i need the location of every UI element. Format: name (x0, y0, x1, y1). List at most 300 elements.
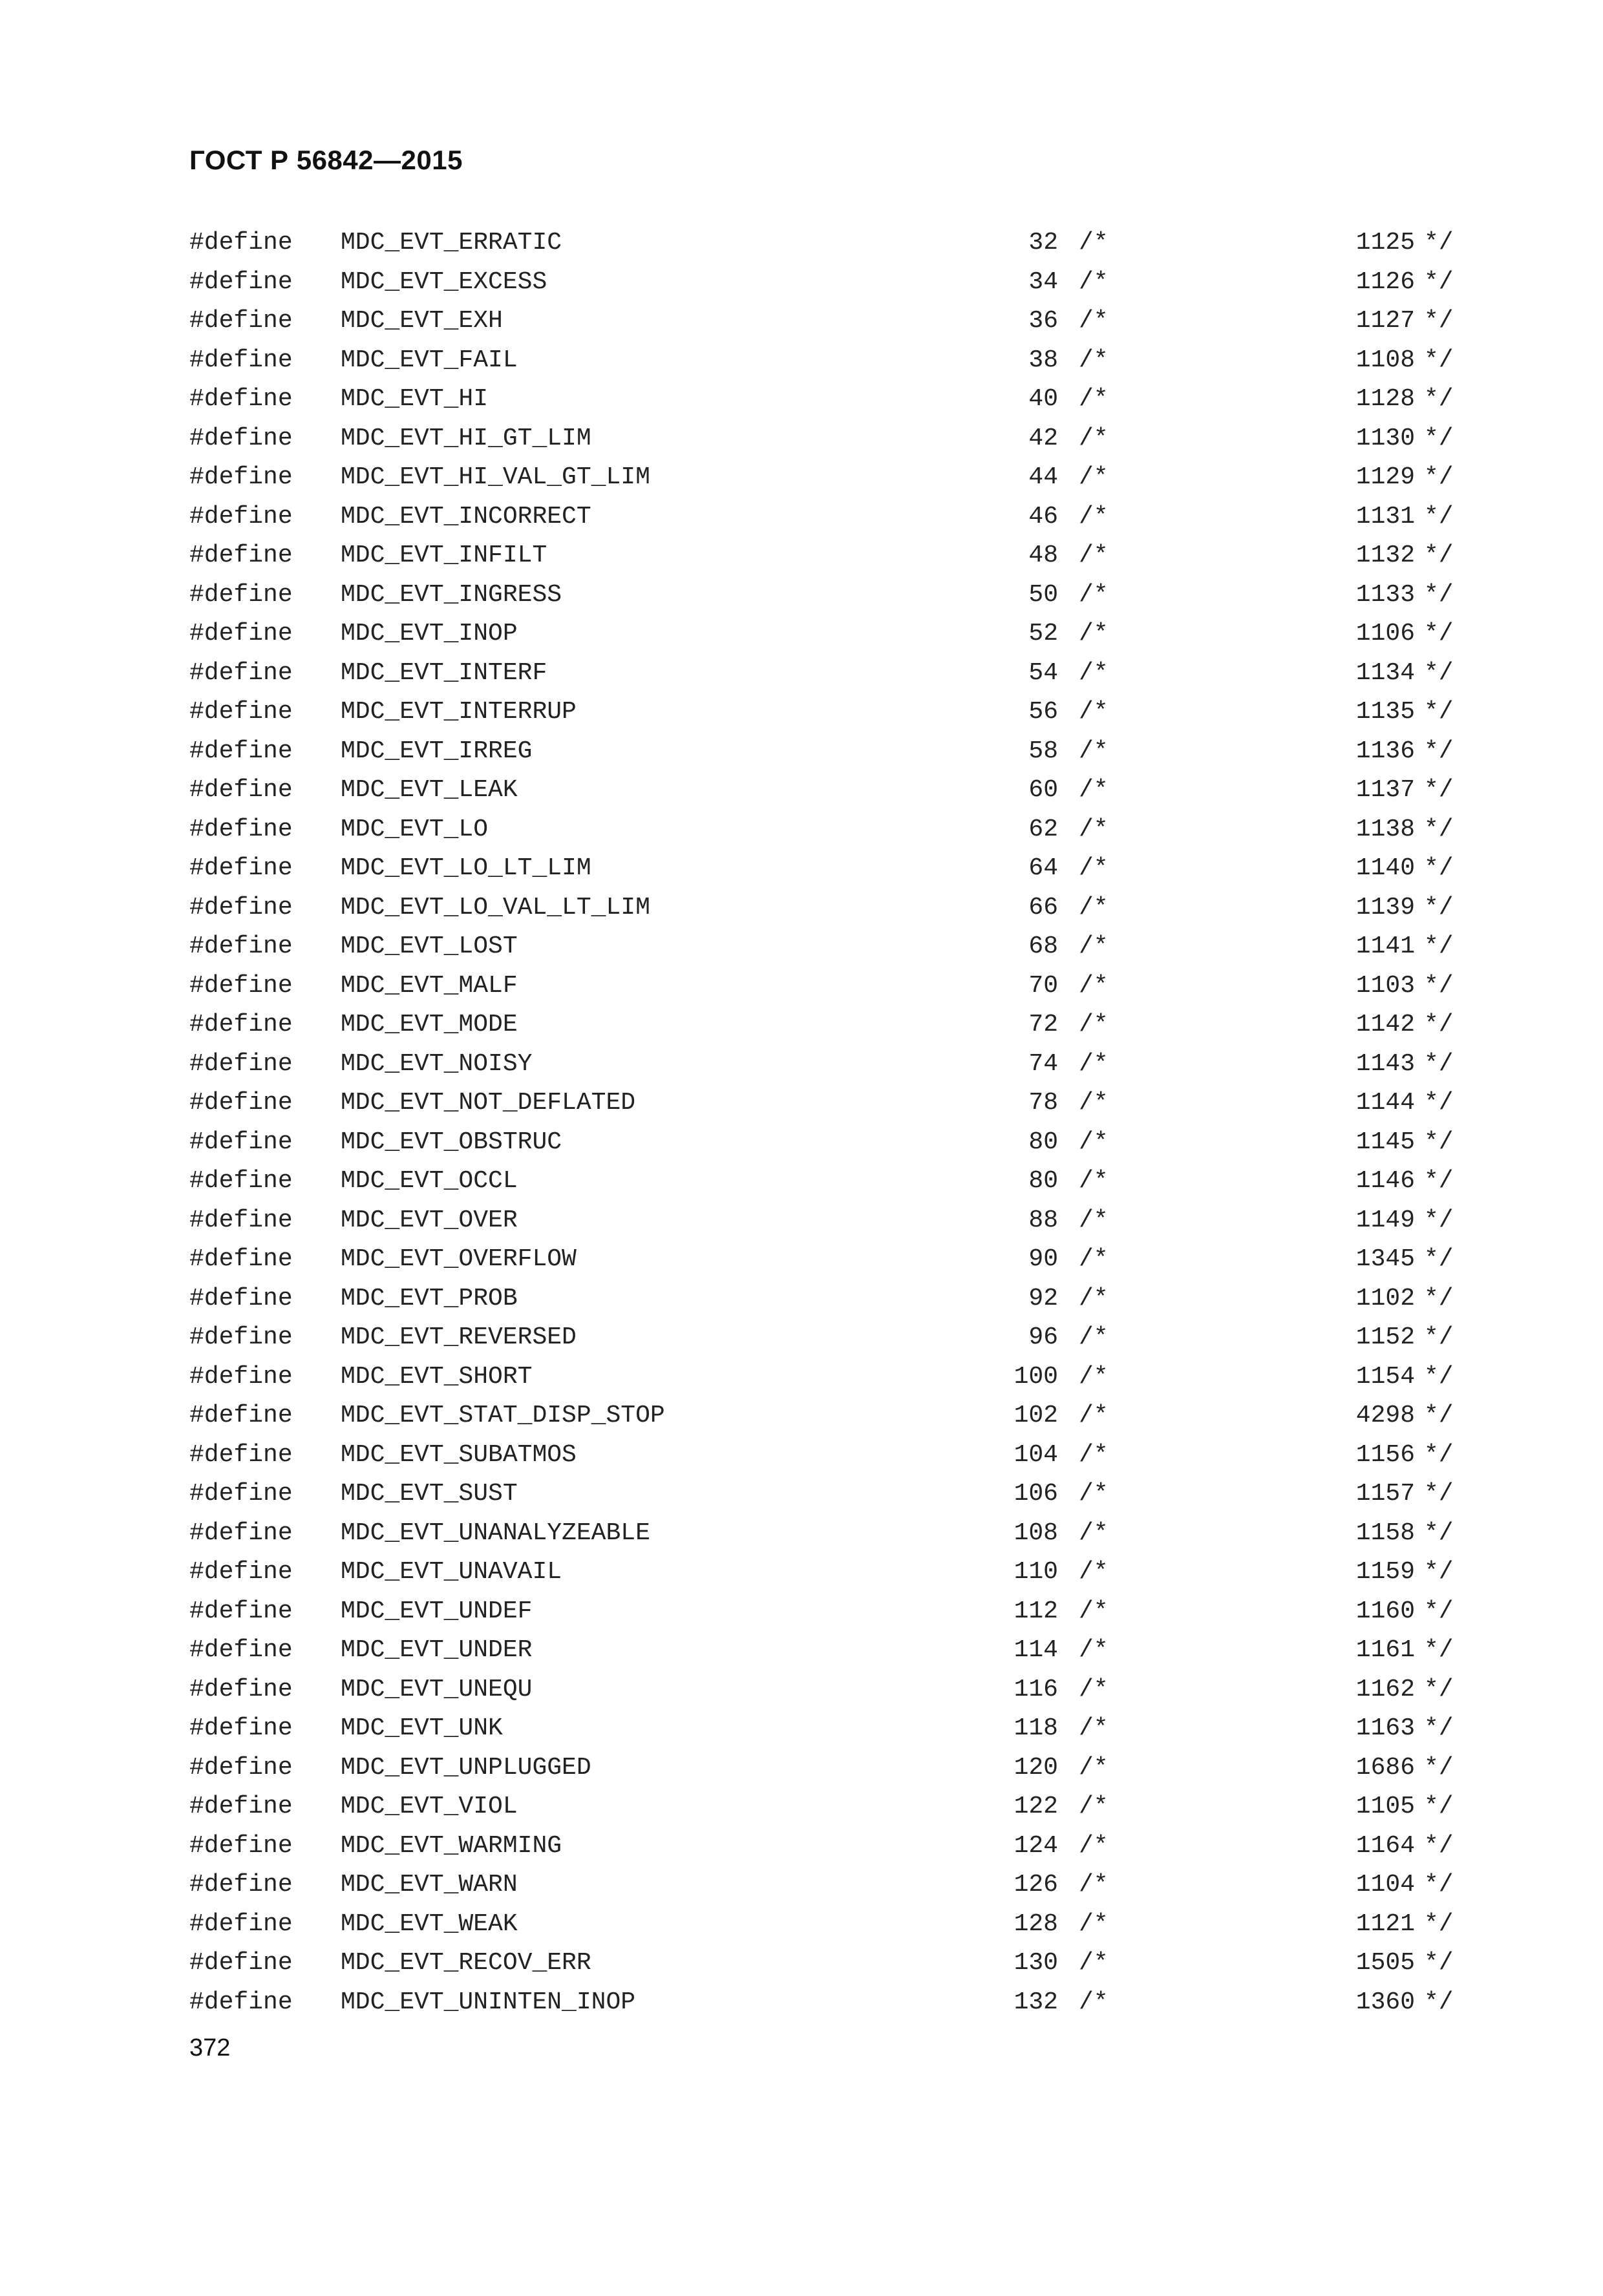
define-line (189, 458, 1469, 498)
comment-open: /* (1079, 542, 1109, 569)
define-line (189, 1201, 1469, 1241)
comment-ref: 1142 (1355, 1011, 1415, 1038)
comment-open: /* (1079, 1480, 1109, 1508)
define-line (189, 341, 1469, 381)
macro-value: 80 (1028, 1128, 1058, 1156)
macro-name: MDC_EVT_NOT_DEFLATED (341, 1089, 636, 1117)
macro-value: 44 (1028, 463, 1058, 491)
define-line (189, 732, 1469, 772)
macro-name: MDC_EVT_INCORRECT (341, 502, 591, 531)
define-keyword: #define (189, 737, 293, 765)
define-keyword: #define (189, 620, 293, 648)
comment-close: */ (1424, 1519, 1454, 1547)
comment-open: /* (1079, 1206, 1109, 1234)
define-keyword: #define (189, 1753, 293, 1782)
macro-value: 128 (1014, 1910, 1058, 1938)
define-line (189, 810, 1469, 850)
define-keyword: #define (189, 1793, 293, 1820)
define-keyword: #define (189, 698, 293, 726)
macro-value: 52 (1028, 620, 1058, 648)
macro-value: 50 (1028, 580, 1058, 609)
comment-close: */ (1424, 1910, 1454, 1938)
define-line (189, 1280, 1469, 1319)
comment-open: /* (1079, 229, 1109, 257)
define-keyword: #define (189, 1323, 293, 1351)
macro-name: MDC_EVT_OCCL (341, 1167, 518, 1195)
comment-close: */ (1424, 580, 1454, 609)
comment-ref: 1145 (1355, 1128, 1415, 1156)
comment-ref: 1134 (1355, 658, 1415, 687)
comment-ref: 1132 (1355, 542, 1415, 569)
comment-close: */ (1424, 776, 1454, 804)
comment-open: /* (1079, 1558, 1109, 1586)
macro-name: MDC_EVT_LO_VAL_LT_LIM (341, 893, 650, 922)
macro-value: 112 (1014, 1597, 1058, 1625)
macro-value: 74 (1028, 1049, 1058, 1078)
macro-value: 106 (1014, 1480, 1058, 1508)
comment-open: /* (1079, 463, 1109, 491)
define-keyword: #define (189, 1440, 293, 1469)
comment-ref: 1144 (1355, 1089, 1415, 1117)
macro-value: 34 (1028, 268, 1058, 296)
comment-open: /* (1079, 1831, 1109, 1860)
comment-open: /* (1079, 1714, 1109, 1742)
define-line (189, 1592, 1469, 1632)
comment-close: */ (1424, 1714, 1454, 1742)
comment-open: /* (1079, 346, 1109, 374)
define-keyword: #define (189, 1206, 293, 1234)
define-line (189, 1358, 1469, 1397)
comment-ref: 1143 (1355, 1049, 1415, 1078)
define-line (189, 1905, 1469, 1944)
macro-value: 60 (1028, 776, 1058, 804)
comment-open: /* (1079, 1402, 1109, 1429)
macro-name: MDC_EVT_UNDER (341, 1636, 533, 1664)
comment-open: /* (1079, 1636, 1109, 1664)
macro-name: MDC_EVT_HI_GT_LIM (341, 424, 591, 452)
define-line (189, 1709, 1469, 1749)
comment-ref: 1162 (1355, 1675, 1415, 1703)
define-line (189, 1827, 1469, 1866)
comment-ref: 1156 (1355, 1440, 1415, 1469)
comment-ref: 1102 (1355, 1284, 1415, 1312)
define-line (189, 1553, 1469, 1592)
macro-name: MDC_EVT_ERRATIC (341, 229, 562, 257)
define-line (189, 1084, 1469, 1123)
comment-ref: 1108 (1355, 346, 1415, 374)
define-line (189, 302, 1469, 341)
macro-value: 64 (1028, 854, 1058, 882)
comment-open: /* (1079, 502, 1109, 531)
comment-ref: 1105 (1355, 1793, 1415, 1820)
macro-name: MDC_EVT_HI (341, 385, 489, 413)
macro-value: 66 (1028, 893, 1058, 922)
comment-ref: 1159 (1355, 1558, 1415, 1586)
macro-name: MDC_EVT_NOISY (341, 1049, 533, 1078)
comment-close: */ (1424, 1480, 1454, 1508)
macro-value: 118 (1014, 1714, 1058, 1742)
define-keyword: #define (189, 1519, 293, 1547)
comment-ref: 1505 (1355, 1949, 1415, 1977)
macro-value: 68 (1028, 932, 1058, 960)
define-line (189, 1240, 1469, 1280)
define-keyword: #define (189, 658, 293, 687)
macro-value: 116 (1014, 1675, 1058, 1703)
define-line (189, 967, 1469, 1006)
macro-value: 40 (1028, 385, 1058, 413)
define-keyword: #define (189, 229, 293, 257)
standard-header: ГОСТ Р 56842—2015 (189, 145, 463, 175)
macro-value: 108 (1014, 1519, 1058, 1547)
macro-value: 96 (1028, 1323, 1058, 1351)
comment-ref: 1104 (1355, 1871, 1415, 1899)
define-keyword: #define (189, 385, 293, 413)
define-line (189, 1045, 1469, 1084)
macro-name: MDC_EVT_STAT_DISP_STOP (341, 1402, 665, 1429)
comment-close: */ (1424, 1323, 1454, 1351)
define-keyword: #define (189, 1831, 293, 1860)
comment-ref: 1161 (1355, 1636, 1415, 1664)
macro-name: MDC_EVT_IRREG (341, 737, 533, 765)
define-line (189, 927, 1469, 967)
comment-open: /* (1079, 385, 1109, 413)
define-list (189, 224, 1469, 2022)
macro-value: 132 (1014, 1988, 1058, 2016)
macro-name: MDC_EVT_RECOV_ERR (341, 1949, 591, 1977)
macro-value: 110 (1014, 1558, 1058, 1586)
comment-close: */ (1424, 542, 1454, 569)
macro-name: MDC_EVT_INTERRUP (341, 698, 577, 726)
comment-close: */ (1424, 1949, 1454, 1977)
comment-open: /* (1079, 1753, 1109, 1782)
define-line (189, 1006, 1469, 1045)
comment-ref: 1121 (1355, 1910, 1415, 1938)
macro-name: MDC_EVT_UNDEF (341, 1597, 533, 1625)
macro-name: MDC_EVT_WEAK (341, 1910, 518, 1938)
comment-close: */ (1424, 1284, 1454, 1312)
comment-open: /* (1079, 932, 1109, 960)
comment-open: /* (1079, 1597, 1109, 1625)
define-keyword: #define (189, 776, 293, 804)
define-keyword: #define (189, 1597, 293, 1625)
define-keyword: #define (189, 580, 293, 609)
define-keyword: #define (189, 502, 293, 531)
macro-value: 120 (1014, 1753, 1058, 1782)
define-keyword: #define (189, 1049, 293, 1078)
macro-name: MDC_EVT_FAIL (341, 346, 518, 374)
comment-close: */ (1424, 268, 1454, 296)
comment-ref: 1138 (1355, 815, 1415, 843)
comment-open: /* (1079, 854, 1109, 882)
comment-ref: 1140 (1355, 854, 1415, 882)
macro-name: MDC_EVT_UNANALYZEABLE (341, 1519, 650, 1547)
comment-ref: 1686 (1355, 1753, 1415, 1782)
comment-open: /* (1079, 1089, 1109, 1117)
comment-open: /* (1079, 971, 1109, 1000)
macro-name: MDC_EVT_LEAK (341, 776, 518, 804)
macro-value: 32 (1028, 229, 1058, 257)
macro-name: MDC_EVT_MODE (341, 1011, 518, 1038)
define-line (189, 1514, 1469, 1553)
comment-open: /* (1079, 658, 1109, 687)
comment-ref: 1152 (1355, 1323, 1415, 1351)
define-keyword: #define (189, 307, 293, 335)
define-line (189, 1475, 1469, 1514)
define-line (189, 1944, 1469, 1983)
macro-value: 58 (1028, 737, 1058, 765)
comment-ref: 1136 (1355, 737, 1415, 765)
comment-open: /* (1079, 776, 1109, 804)
comment-close: */ (1424, 307, 1454, 335)
comment-open: /* (1079, 307, 1109, 335)
comment-close: */ (1424, 658, 1454, 687)
define-keyword: #define (189, 854, 293, 882)
macro-name: MDC_EVT_UNAVAIL (341, 1558, 562, 1586)
macro-name: MDC_EVT_INOP (341, 620, 518, 648)
define-keyword: #define (189, 1480, 293, 1508)
define-keyword: #define (189, 932, 293, 960)
define-line (189, 224, 1469, 263)
macro-name: MDC_EVT_UNINTEN_INOP (341, 1988, 636, 2016)
comment-ref: 1163 (1355, 1714, 1415, 1742)
macro-value: 102 (1014, 1402, 1058, 1429)
comment-ref: 1146 (1355, 1167, 1415, 1195)
macro-name: MDC_EVT_VIOL (341, 1793, 518, 1820)
comment-open: /* (1079, 1988, 1109, 2016)
comment-close: */ (1424, 815, 1454, 843)
macro-name: MDC_EVT_INGRESS (341, 580, 562, 609)
comment-close: */ (1424, 346, 1454, 374)
comment-close: */ (1424, 1440, 1454, 1469)
define-keyword: #define (189, 1949, 293, 1977)
macro-name: MDC_EVT_SHORT (341, 1362, 533, 1391)
macro-value: 88 (1028, 1206, 1058, 1234)
macro-name: MDC_EVT_UNPLUGGED (341, 1753, 591, 1782)
define-keyword: #define (189, 1245, 293, 1273)
define-line (189, 380, 1469, 419)
macro-name: MDC_EVT_HI_VAL_GT_LIM (341, 463, 650, 491)
macro-value: 92 (1028, 1284, 1058, 1312)
define-line (189, 849, 1469, 889)
comment-close: */ (1424, 229, 1454, 257)
macro-name: MDC_EVT_SUBATMOS (341, 1440, 577, 1469)
comment-ref: 1141 (1355, 932, 1415, 960)
comment-close: */ (1424, 698, 1454, 726)
macro-value: 62 (1028, 815, 1058, 843)
comment-close: */ (1424, 1206, 1454, 1234)
comment-close: */ (1424, 932, 1454, 960)
macro-name: MDC_EVT_REVERSED (341, 1323, 577, 1351)
macro-name: MDC_EVT_EXCESS (341, 268, 547, 296)
define-line (189, 771, 1469, 810)
macro-name: MDC_EVT_SUST (341, 1480, 518, 1508)
comment-ref: 1133 (1355, 580, 1415, 609)
define-line (189, 1749, 1469, 1788)
define-keyword: #define (189, 1089, 293, 1117)
macro-value: 124 (1014, 1831, 1058, 1860)
comment-open: /* (1079, 268, 1109, 296)
comment-open: /* (1079, 1793, 1109, 1820)
define-keyword: #define (189, 1402, 293, 1429)
comment-ref: 1137 (1355, 776, 1415, 804)
comment-close: */ (1424, 1753, 1454, 1782)
comment-open: /* (1079, 1245, 1109, 1273)
comment-open: /* (1079, 1675, 1109, 1703)
comment-ref: 1126 (1355, 268, 1415, 296)
comment-open: /* (1079, 424, 1109, 452)
define-keyword: #define (189, 971, 293, 1000)
define-keyword: #define (189, 1636, 293, 1664)
define-line (189, 1318, 1469, 1358)
define-keyword: #define (189, 463, 293, 491)
comment-open: /* (1079, 1167, 1109, 1195)
macro-name: MDC_EVT_INFILT (341, 542, 547, 569)
define-line (189, 1396, 1469, 1436)
define-line (189, 615, 1469, 654)
macro-value: 46 (1028, 502, 1058, 531)
comment-ref: 1139 (1355, 893, 1415, 922)
comment-ref: 1157 (1355, 1480, 1415, 1508)
comment-open: /* (1079, 580, 1109, 609)
comment-close: */ (1424, 1597, 1454, 1625)
comment-close: */ (1424, 1871, 1454, 1899)
comment-close: */ (1424, 854, 1454, 882)
define-line (189, 1436, 1469, 1475)
comment-close: */ (1424, 1167, 1454, 1195)
define-keyword: #define (189, 1675, 293, 1703)
comment-close: */ (1424, 1675, 1454, 1703)
macro-name: MDC_EVT_OVERFLOW (341, 1245, 577, 1273)
macro-value: 122 (1014, 1793, 1058, 1820)
define-keyword: #define (189, 542, 293, 569)
macro-name: MDC_EVT_INTERF (341, 658, 547, 687)
comment-close: */ (1424, 1245, 1454, 1273)
macro-name: MDC_EVT_LOST (341, 932, 518, 960)
macro-value: 126 (1014, 1871, 1058, 1899)
comment-ref: 1160 (1355, 1597, 1415, 1625)
macro-value: 72 (1028, 1011, 1058, 1038)
comment-ref: 1154 (1355, 1362, 1415, 1391)
comment-close: */ (1424, 1558, 1454, 1586)
macro-name: MDC_EVT_UNEQU (341, 1675, 533, 1703)
comment-ref: 1360 (1355, 1988, 1415, 2016)
comment-ref: 1106 (1355, 620, 1415, 648)
define-line (189, 263, 1469, 302)
comment-close: */ (1424, 1988, 1454, 2016)
macro-name: MDC_EVT_LO (341, 815, 489, 843)
macro-name: MDC_EVT_PROB (341, 1284, 518, 1312)
macro-value: 100 (1014, 1362, 1058, 1391)
comment-open: /* (1079, 1011, 1109, 1038)
comment-open: /* (1079, 1284, 1109, 1312)
define-line (189, 1123, 1469, 1163)
comment-open: /* (1079, 815, 1109, 843)
comment-ref: 1158 (1355, 1519, 1415, 1547)
macro-value: 48 (1028, 542, 1058, 569)
define-keyword: #define (189, 815, 293, 843)
comment-close: */ (1424, 1362, 1454, 1391)
macro-value: 56 (1028, 698, 1058, 726)
comment-open: /* (1079, 893, 1109, 922)
macro-value: 38 (1028, 346, 1058, 374)
define-line (189, 1787, 1469, 1827)
macro-name: MDC_EVT_OBSTRUC (341, 1128, 562, 1156)
comment-ref: 1345 (1355, 1245, 1415, 1273)
macro-name: MDC_EVT_UNK (341, 1714, 503, 1742)
macro-value: 78 (1028, 1089, 1058, 1117)
macro-name: MDC_EVT_EXH (341, 307, 503, 335)
macro-name: MDC_EVT_OVER (341, 1206, 518, 1234)
define-line (189, 1866, 1469, 1905)
comment-open: /* (1079, 1519, 1109, 1547)
macro-value: 114 (1014, 1636, 1058, 1664)
comment-ref: 1130 (1355, 424, 1415, 452)
comment-ref: 1135 (1355, 698, 1415, 726)
comment-ref: 1128 (1355, 385, 1415, 413)
comment-close: */ (1424, 1089, 1454, 1117)
define-keyword: #define (189, 1714, 293, 1742)
define-line (189, 693, 1469, 732)
comment-open: /* (1079, 1362, 1109, 1391)
define-keyword: #define (189, 1362, 293, 1391)
define-keyword: #define (189, 1558, 293, 1586)
comment-close: */ (1424, 1831, 1454, 1860)
macro-value: 70 (1028, 971, 1058, 1000)
comment-open: /* (1079, 1949, 1109, 1977)
comment-open: /* (1079, 737, 1109, 765)
page-number: 372 (189, 2034, 231, 2061)
macro-value: 80 (1028, 1167, 1058, 1195)
macro-value: 54 (1028, 658, 1058, 687)
comment-close: */ (1424, 463, 1454, 491)
comment-close: */ (1424, 1402, 1454, 1429)
define-keyword: #define (189, 424, 293, 452)
define-keyword: #define (189, 346, 293, 374)
define-keyword: #define (189, 1011, 293, 1038)
define-line (189, 654, 1469, 693)
comment-ref: 4298 (1355, 1402, 1415, 1429)
comment-ref: 1127 (1355, 307, 1415, 335)
define-line (189, 419, 1469, 459)
comment-close: */ (1424, 893, 1454, 922)
comment-open: /* (1079, 1910, 1109, 1938)
macro-name: MDC_EVT_LO_LT_LIM (341, 854, 591, 882)
define-line (189, 576, 1469, 615)
macro-name: MDC_EVT_WARMING (341, 1831, 562, 1860)
comment-ref: 1125 (1355, 229, 1415, 257)
comment-ref: 1129 (1355, 463, 1415, 491)
comment-close: */ (1424, 385, 1454, 413)
comment-ref: 1149 (1355, 1206, 1415, 1234)
comment-close: */ (1424, 1793, 1454, 1820)
comment-open: /* (1079, 1440, 1109, 1469)
define-keyword: #define (189, 1910, 293, 1938)
comment-ref: 1164 (1355, 1831, 1415, 1860)
define-line (189, 1983, 1469, 2023)
comment-ref: 1103 (1355, 971, 1415, 1000)
macro-name: MDC_EVT_MALF (341, 971, 518, 1000)
comment-close: */ (1424, 1636, 1454, 1664)
define-keyword: #define (189, 1284, 293, 1312)
define-line (189, 536, 1469, 576)
comment-close: */ (1424, 620, 1454, 648)
define-keyword: #define (189, 893, 293, 922)
define-keyword: #define (189, 268, 293, 296)
comment-open: /* (1079, 1871, 1109, 1899)
comment-close: */ (1424, 1128, 1454, 1156)
macro-value: 90 (1028, 1245, 1058, 1273)
define-line (189, 498, 1469, 537)
